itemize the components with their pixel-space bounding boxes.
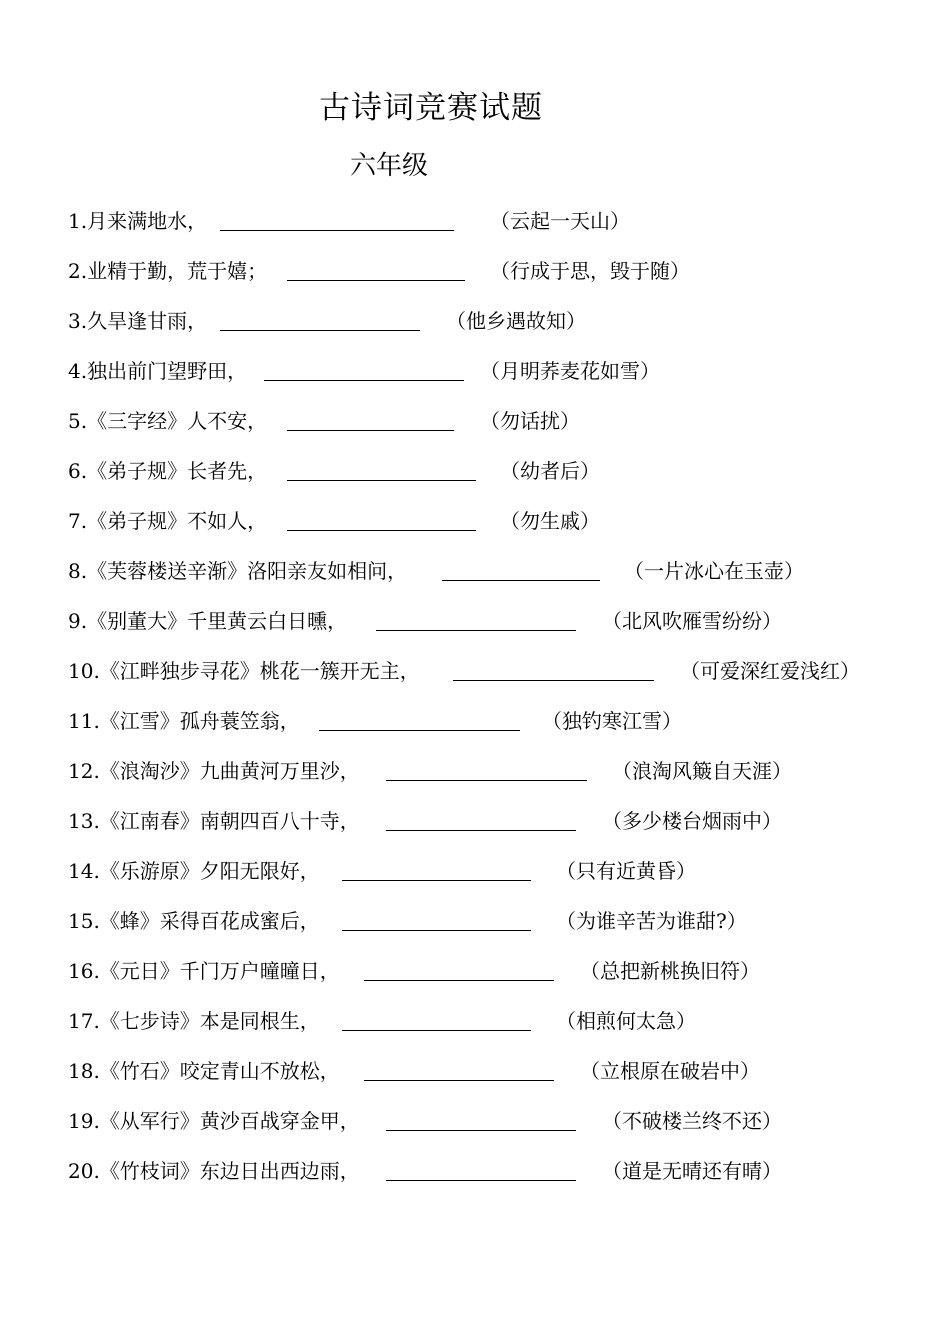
answer-hint: （北风吹雁雪纷纷） xyxy=(602,609,782,633)
question-text: 7.《弟子规》不如人， xyxy=(68,509,268,533)
answer-blank[interactable] xyxy=(220,330,420,331)
answer-blank[interactable] xyxy=(386,780,587,781)
answer-blank[interactable] xyxy=(386,1180,576,1181)
answer-hint: （一片冰心在玉壶） xyxy=(624,559,804,583)
answer-hint: （云起一天山） xyxy=(490,209,630,233)
answer-hint: （勿生戚） xyxy=(500,509,600,533)
question-text: 20.《竹枝词》东边日出西边雨， xyxy=(68,1159,360,1183)
answer-hint: （独钓寒江雪） xyxy=(542,709,682,733)
question-text: 4.独出前门望野田， xyxy=(68,359,248,383)
question-text: 13.《江南春》南朝四百八十寺， xyxy=(68,809,360,833)
answer-hint: （不破楼兰终不还） xyxy=(602,1109,782,1133)
answer-blank[interactable] xyxy=(364,1080,554,1081)
answer-hint: （可爱深红爱浅红） xyxy=(680,659,860,683)
question-text: 2.业精于勤，荒于嬉； xyxy=(68,259,268,283)
page-title: 古诗词竞赛试题 xyxy=(319,90,543,126)
answer-blank[interactable] xyxy=(386,1130,576,1131)
question-text: 10.《江畔独步寻花》桃花一簇开无主， xyxy=(68,659,420,683)
question-text: 15.《蜂》采得百花成蜜后， xyxy=(68,909,320,933)
answer-hint: （立根原在破岩中） xyxy=(580,1059,760,1083)
answer-hint: （多少楼台烟雨中） xyxy=(602,809,782,833)
answer-hint: （为谁辛苦为谁甜?） xyxy=(556,909,747,933)
answer-hint: （浪淘风簸自天涯） xyxy=(612,759,792,783)
answer-hint: （相煎何太急） xyxy=(556,1009,696,1033)
answer-blank[interactable] xyxy=(319,730,520,731)
question-text: 19.《从军行》黄沙百战穿金甲， xyxy=(68,1109,360,1133)
answer-hint: （行成于思，毁于随） xyxy=(490,259,690,283)
question-text: 18.《竹石》咬定青山不放松， xyxy=(68,1059,340,1083)
question-text: 3.久旱逢甘雨， xyxy=(68,309,208,333)
answer-hint: （他乡遇故知） xyxy=(446,309,586,333)
answer-blank[interactable] xyxy=(287,530,476,531)
question-text: 1.月来满地水， xyxy=(68,209,208,233)
answer-blank[interactable] xyxy=(287,480,476,481)
answer-blank[interactable] xyxy=(287,280,465,281)
answer-hint: （勿话扰） xyxy=(480,409,580,433)
answer-blank[interactable] xyxy=(453,680,654,681)
question-text: 6.《弟子规》长者先， xyxy=(68,459,268,483)
question-text: 16.《元日》千门万户曈曈日， xyxy=(68,959,340,983)
question-text: 14.《乐游原》夕阳无限好， xyxy=(68,859,320,883)
answer-blank[interactable] xyxy=(342,880,531,881)
answer-hint: （幼者后） xyxy=(500,459,600,483)
answer-hint: （总把新桃换旧符） xyxy=(580,959,760,983)
answer-blank[interactable] xyxy=(220,230,454,231)
grade-subtitle: 六年级 xyxy=(350,151,429,181)
answer-blank[interactable] xyxy=(386,830,576,831)
answer-hint: （道是无晴还有晴） xyxy=(602,1159,782,1183)
answer-blank[interactable] xyxy=(442,580,600,581)
question-text: 8.《芙蓉楼送辛渐》洛阳亲友如相问， xyxy=(68,559,408,583)
answer-blank[interactable] xyxy=(264,380,464,381)
answer-blank[interactable] xyxy=(364,980,554,981)
question-text: 11.《江雪》孤舟蓑笠翁， xyxy=(68,709,300,733)
question-text: 12.《浪淘沙》九曲黄河万里沙， xyxy=(68,759,360,783)
question-text: 9.《别董大》千里黄云白日曛， xyxy=(68,609,348,633)
question-text: 17.《七步诗》本是同根生， xyxy=(68,1009,320,1033)
answer-blank[interactable] xyxy=(376,630,576,631)
answer-blank[interactable] xyxy=(287,430,454,431)
answer-hint: （月明荞麦花如雪） xyxy=(480,359,660,383)
answer-blank[interactable] xyxy=(342,1030,531,1031)
question-text: 5.《三字经》人不安， xyxy=(68,409,268,433)
answer-blank[interactable] xyxy=(342,930,531,931)
answer-hint: （只有近黄昏） xyxy=(556,859,696,883)
